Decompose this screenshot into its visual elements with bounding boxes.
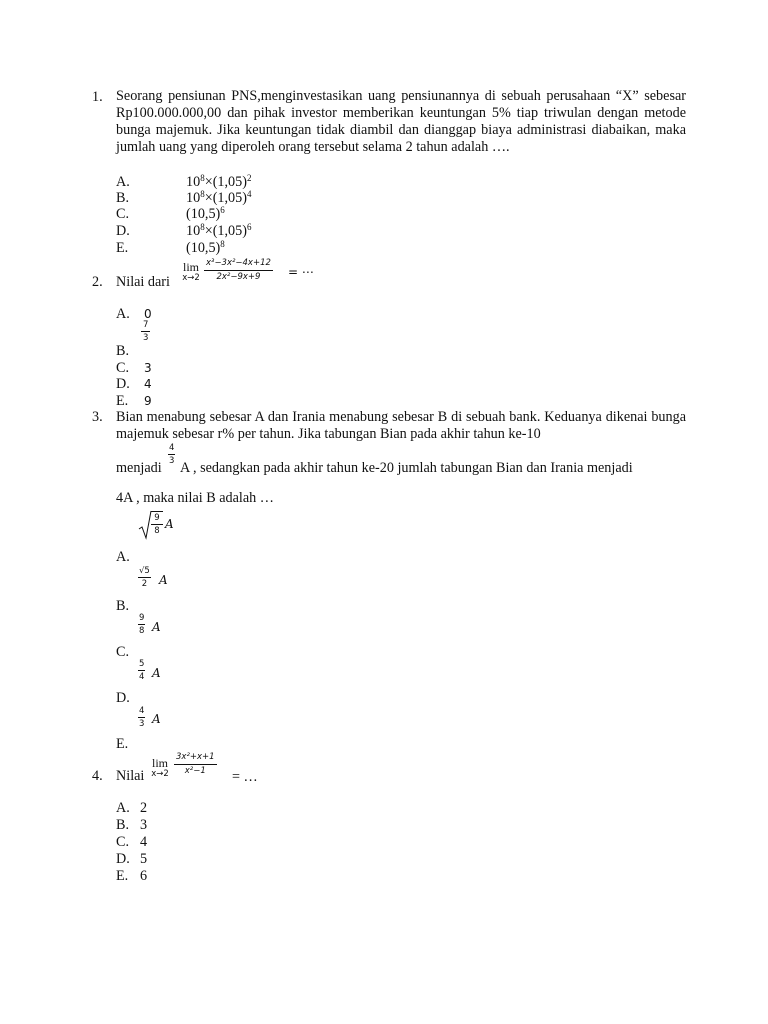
q3-option-b-var: A bbox=[159, 573, 168, 587]
q2-option-d-value: 4 bbox=[144, 377, 152, 391]
q3-option-e-letter: E. bbox=[116, 736, 129, 752]
q4-option-b-value: 3 bbox=[140, 817, 148, 833]
q3-text-3: 4A , maka nilai B adalah … bbox=[116, 490, 274, 506]
q3-option-e-fraction: 4 3 bbox=[139, 706, 145, 729]
q2-option-c-value: 3 bbox=[144, 361, 152, 375]
q4-option-e-letter: E. bbox=[116, 868, 129, 884]
q2-option-d-letter: D. bbox=[116, 376, 130, 392]
q1-option-e: $(10,5)^8$ bbox=[186, 239, 225, 256]
q1-number: 1. bbox=[92, 89, 103, 105]
q3-option-d-var: A bbox=[152, 666, 161, 680]
q3-text-1: Bian menabung sebesar A dan Irania menabung sebesar B di sebuah bank. Keduanya dikenai bunga majemuk sebesar r% per tahun. Jika tabungan Bian pada akhir tahun ke-10 bbox=[116, 409, 686, 442]
q3-option-d-letter: D. bbox=[116, 690, 130, 706]
q3-option-d-fraction: 5 4 bbox=[139, 659, 145, 682]
q3-option-b-fraction: √5 2 bbox=[139, 566, 150, 589]
q4-option-d-value: 5 bbox=[140, 851, 148, 867]
q3-text-2-prefix: menjadi bbox=[116, 460, 162, 476]
q3-text-2-suffix: A , sedangkan pada akhir tahun ke-20 jumlah tabungan Bian dan Irania menjadi bbox=[180, 460, 633, 476]
q1-option-b-letter: B. bbox=[116, 190, 130, 206]
q2-option-a-value: 0 bbox=[144, 307, 152, 321]
q1-option-d-letter: D. bbox=[116, 223, 130, 239]
q3-option-b-letter: B. bbox=[116, 598, 130, 614]
q1-option-e-letter: E. bbox=[116, 240, 129, 256]
q2-option-a-letter: A. bbox=[116, 306, 130, 322]
q2-fraction: x³−3x²−4x+12 2x²−9x+9 bbox=[206, 258, 271, 282]
q4-option-e-value: 6 bbox=[140, 868, 148, 884]
q1-text: Seorang pensiunan PNS,menginvestasikan uang pensiunannya di sebuah perusahaan “X” sebesar Rp100.000.000,00 dan pihak investor memberikan keuntungan 5% tiap triwulan dengan metode bunga majemuk. Jika keuntungan tidak diambil dan dianggap biaya administrasi diabaikan, maka jumlah uang yang diperoleh orang tersebut selama 2 tahun adalah …. bbox=[116, 88, 686, 155]
q1-option-c: $(10,5)^6$ bbox=[186, 205, 225, 222]
q2-option-e-value: 9 bbox=[144, 394, 152, 408]
q4-option-d-letter: D. bbox=[116, 851, 130, 867]
q4-option-a-value: 2 bbox=[140, 800, 148, 816]
q3-number: 3. bbox=[92, 409, 103, 425]
q1-option-a: $10^8\times(1,05)^2$ bbox=[186, 173, 252, 190]
q2-option-b-letter: B. bbox=[116, 343, 130, 359]
q4-option-c-value: 4 bbox=[140, 834, 148, 850]
q1-option-a-letter: A. bbox=[116, 174, 130, 190]
q4-number: 4. bbox=[92, 768, 103, 784]
q4-fraction: 3x²+x+1 x²−1 bbox=[176, 752, 215, 776]
q2-limit: lim x→2 bbox=[182, 260, 200, 283]
q3-option-c-fraction: 9 8 bbox=[139, 613, 145, 636]
sqrt-radical-icon bbox=[138, 510, 152, 540]
q2-suffix: = ⋯ bbox=[288, 265, 314, 279]
q2-option-c-letter: C. bbox=[116, 360, 130, 376]
q3-option-a-letter: A. bbox=[116, 549, 130, 565]
q4-option-b-letter: B. bbox=[116, 817, 130, 833]
q3-option-c-var: A bbox=[152, 620, 161, 634]
q1-option-c-letter: C. bbox=[116, 206, 130, 222]
q1-option-b: $10^8\times(1,05)^4$ bbox=[186, 189, 252, 206]
q4-limit: lim x→2 bbox=[151, 756, 169, 779]
q2-option-b-fraction: 7 3 bbox=[143, 320, 149, 343]
q3-option-c-letter: C. bbox=[116, 644, 130, 660]
q2-number: 2. bbox=[92, 274, 103, 290]
q2-prefix: Nilai dari bbox=[116, 274, 170, 290]
q2-option-e-letter: E. bbox=[116, 393, 129, 409]
q4-prefix: Nilai bbox=[116, 768, 145, 784]
q3-option-a-fraction: 9 8 bbox=[151, 513, 163, 536]
q3-option-e-var: A bbox=[152, 712, 161, 726]
q4-suffix: = … bbox=[232, 769, 258, 785]
q4-option-c-letter: C. bbox=[116, 834, 130, 850]
q3-text-2-fraction: 4 3 bbox=[169, 443, 175, 466]
q4-option-a-letter: A. bbox=[116, 800, 130, 816]
q1-option-d: $10^8\times(1,05)^6$ bbox=[186, 222, 252, 239]
